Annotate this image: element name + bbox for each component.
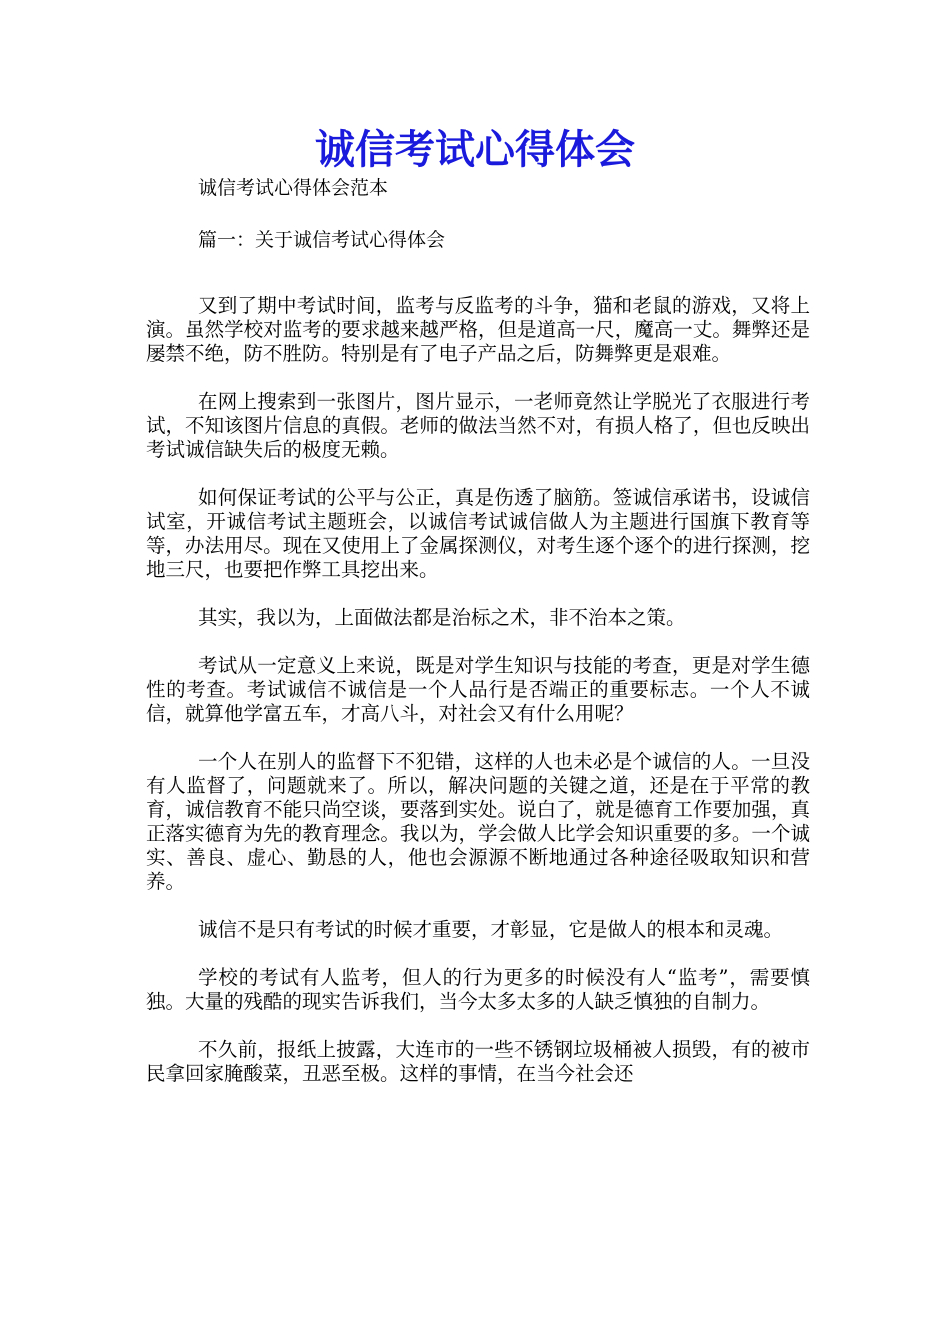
- paragraph-6: 一个人在别人的监督下不犯错，这样的人也未必是个诚信的人。一旦没有人监督了，问题就来了。所以，解决问题的关键之道，还是在于平常的教育，诚信教育不能只尚空谈，要落到实处。说白了，就是德育工作要加强，真正落实德育为先的教育理念。我以为，学会做人比学会知识重要的多。一个诚实、善良、虚心、勤恳的人，他也会源源不断地通过各种途径吸取知识和营养。: [146, 750, 810, 893]
- document-subtitle: 诚信考试心得体会范本: [198, 177, 389, 199]
- paragraph-2: 在网上搜索到一张图片，图片显示，一老师竟然让学脱光了衣服进行考试，不知该图片信息的真假。老师的做法当然不对，有损人格了，但也反映出考试诚信缺失后的极度无赖。: [146, 390, 810, 461]
- paragraph-3: 如何保证考试的公平与公正，真是伤透了脑筋。签诚信承诺书，设诚信试室，开诚信考试主题班会，以诚信考试诚信做人为主题进行国旗下教育等等，办法用尽。现在又使用上了金属探测仪，对考生逐个逐个的进行探测，挖地三尺，也要把作弊工具挖出来。: [146, 486, 810, 581]
- paragraph-5: 考试从一定意义上来说，既是对学生知识与技能的考查，更是对学生德性的考查。考试诚信不诚信是一个人品行是否端正的重要标志。一个人不诚信，就算他学富五车，才高八斗，对社会又有什么用呢？: [146, 654, 810, 725]
- paragraph-1: 又到了期中考试时间，监考与反监考的斗争，猫和老鼠的游戏，又将上演。虽然学校对监考的要求越来越严格，但是道高一尺，魔高一丈。舞弊还是屡禁不绝，防不胜防。特别是有了电子产品之后，防舞弊更是艰难。: [146, 294, 810, 365]
- paragraph-4: 其实，我以为，上面做法都是治标之术，非不治本之策。: [198, 606, 686, 629]
- paragraph-9: 不久前，报纸上披露，大连市的一些不锈钢垃圾桶被人损毁，有的被市民拿回家腌酸菜，丑恶至极。这样的事情，在当今社会还: [146, 1038, 810, 1085]
- paragraph-8: 学校的考试有人监考，但人的行为更多的时候没有人“监考”，需要慎独。大量的残酷的现实告诉我们，当今太多太多的人缺乏慎独的自制力。: [146, 966, 810, 1013]
- document-title: 诚信考试心得体会: [315, 126, 635, 173]
- body-text: [146, 294, 810, 1110]
- paragraph-7: 诚信不是只有考试的时候才重要，才彰显，它是做人的根本和灵魂。: [198, 918, 784, 941]
- section-heading: 篇一：关于诚信考试心得体会: [198, 229, 446, 251]
